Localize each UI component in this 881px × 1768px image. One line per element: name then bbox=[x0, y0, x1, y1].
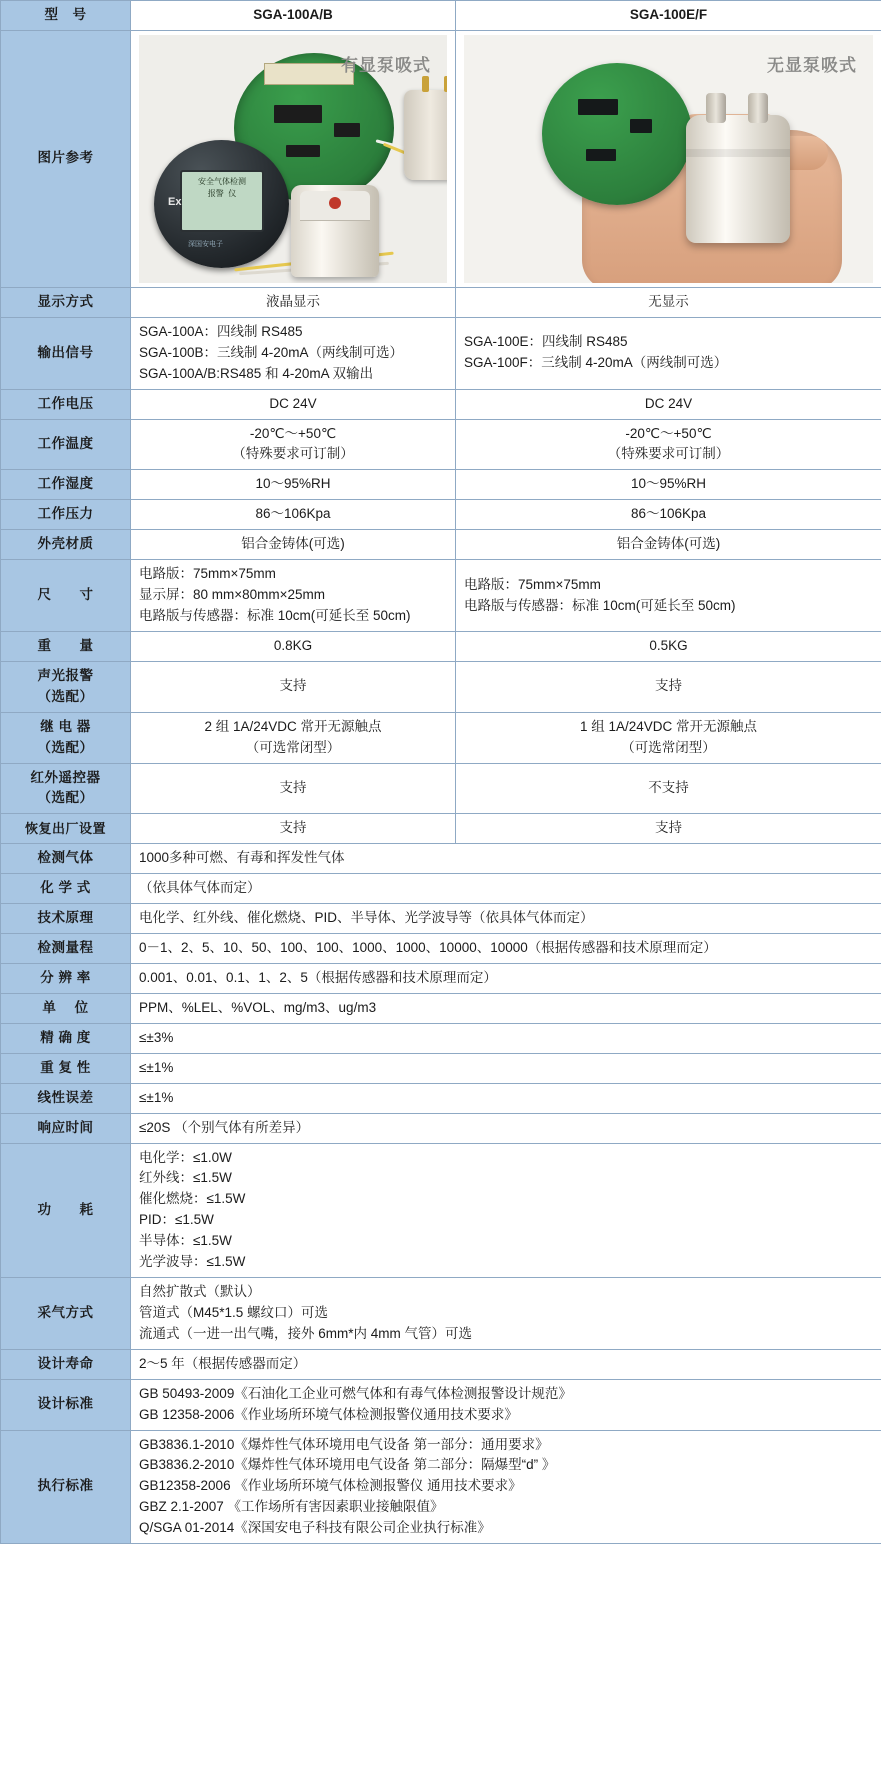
display-ef: 无显示 bbox=[456, 287, 881, 317]
row-label-compliance-standard: 执行标准 bbox=[1, 1430, 131, 1544]
temperature-ab bbox=[131, 419, 456, 470]
table-row-pressure bbox=[1, 500, 881, 530]
row-label-model: 型 号 bbox=[1, 1, 131, 31]
table-row-gases bbox=[1, 844, 881, 874]
table-row-linearity bbox=[1, 1083, 881, 1113]
row-label-housing: 外壳材质 bbox=[1, 530, 131, 560]
table-row-range bbox=[1, 934, 881, 964]
temperature-ef-line: （特殊要求可订制） bbox=[607, 446, 730, 462]
circuit-board-image bbox=[542, 63, 692, 205]
table-row-factory-reset bbox=[1, 814, 881, 844]
table-row-temperature bbox=[1, 419, 881, 470]
row-label-linearity: 线性误差 bbox=[1, 1083, 131, 1113]
table-row-weight bbox=[1, 631, 881, 661]
table-row-accuracy bbox=[1, 1023, 881, 1053]
photo-tag-ef: 无显泵吸式 bbox=[767, 55, 857, 75]
table-row-principle bbox=[1, 904, 881, 934]
photo-cell-ab bbox=[131, 30, 456, 287]
row-label-range: 检测量程 bbox=[1, 934, 131, 964]
relay-ef-line: 1 组 1A/24VDC 常开无源触点 bbox=[579, 718, 758, 734]
display-unit-image bbox=[154, 140, 289, 268]
relay-ef-line: （可选常闭型） bbox=[621, 739, 716, 755]
row-label-resolution: 分 辨 率 bbox=[1, 963, 131, 993]
row-label-formula: 化 学 式 bbox=[1, 874, 131, 904]
row-label-photo: 图片参考 bbox=[1, 30, 131, 287]
row-label-principle: 技术原理 bbox=[1, 904, 131, 934]
table-row-lifetime bbox=[1, 1349, 881, 1379]
range-value: 0－1、2、5、10、50、100、100、1000、1000、10000、10000（根据传感器和技术原理而定） bbox=[131, 934, 881, 964]
row-label-temperature: 工作温度 bbox=[1, 419, 131, 470]
table-row-response-time bbox=[1, 1113, 881, 1143]
row-label-pressure: 工作压力 bbox=[1, 500, 131, 530]
header-model-ef: SGA-100E/F bbox=[456, 1, 881, 31]
humidity-ab: 10～95%RH bbox=[131, 470, 456, 500]
pressure-ef: 86～106Kpa bbox=[456, 500, 881, 530]
row-label-lifetime: 设计寿命 bbox=[1, 1349, 131, 1379]
table-row-power bbox=[1, 1143, 881, 1278]
table-row-sampling bbox=[1, 1278, 881, 1350]
power-line: 半导体：≤1.5W bbox=[139, 1233, 232, 1249]
sensor-large-image bbox=[291, 185, 379, 277]
row-label-design-standard: 设计标准 bbox=[1, 1379, 131, 1430]
table-row-dimensions bbox=[1, 560, 881, 632]
compliance-standard-value bbox=[131, 1430, 881, 1544]
table-row-repeatability bbox=[1, 1053, 881, 1083]
power-line: 红外线：≤1.5W bbox=[139, 1170, 232, 1186]
row-label-output: 输出信号 bbox=[1, 317, 131, 389]
output-ef-line: SGA-100E：四线制 RS485 bbox=[464, 334, 628, 350]
product-photo-ab bbox=[139, 35, 447, 283]
row-label-display: 显示方式 bbox=[1, 287, 131, 317]
chip-icon bbox=[578, 99, 618, 115]
sensor-small-image bbox=[404, 90, 447, 180]
principle-value: 电化学、红外线、催化燃烧、PID、半导体、光学波导等（依具体气体而定） bbox=[131, 904, 881, 934]
resolution-value: 0.001、0.01、0.1、1、2、5（根据传感器和技术原理而定） bbox=[131, 963, 881, 993]
row-label-dimensions: 尺 寸 bbox=[1, 560, 131, 632]
power-value bbox=[131, 1143, 881, 1278]
chip-icon bbox=[586, 149, 616, 161]
product-photo-ef bbox=[464, 35, 873, 283]
chip-icon bbox=[286, 145, 320, 157]
table-row-housing bbox=[1, 530, 881, 560]
row-label-remote bbox=[1, 763, 131, 814]
relay-ab bbox=[131, 712, 456, 763]
brand-text: 深国安电子 bbox=[188, 240, 223, 248]
temperature-ef bbox=[456, 419, 881, 470]
table-row-relay bbox=[1, 712, 881, 763]
dimensions-ef-line: 电路版与传感器：标准 10cm(可延长至 50cm) bbox=[464, 597, 736, 613]
lcd-screen-image: 安全气体检测 报警 仪 bbox=[180, 170, 264, 232]
remote-ab: 支持 bbox=[131, 763, 456, 814]
ex-marking: Ex bbox=[168, 195, 182, 208]
row-label-gases: 检测气体 bbox=[1, 844, 131, 874]
power-line: 催化燃烧：≤1.5W bbox=[139, 1191, 246, 1207]
sensor-indicator-dot bbox=[329, 197, 341, 209]
repeatability-value: ≤±1% bbox=[131, 1053, 881, 1083]
photo-cell-ef bbox=[456, 30, 881, 287]
remote-ef: 不支持 bbox=[456, 763, 881, 814]
gases-value: 1000多种可燃、有毒和挥发性气体 bbox=[131, 844, 881, 874]
row-label-remote-line: （选配） bbox=[37, 790, 94, 806]
row-label-humidity: 工作湿度 bbox=[1, 470, 131, 500]
table-row-compliance-standard bbox=[1, 1430, 881, 1544]
output-ab bbox=[131, 317, 456, 389]
housing-ab: 铝合金铸体(可选) bbox=[131, 530, 456, 560]
table-row-header bbox=[1, 1, 881, 31]
output-ef bbox=[456, 317, 881, 389]
table-row-design-standard bbox=[1, 1379, 881, 1430]
relay-ab-line: （可选常闭型） bbox=[245, 739, 341, 755]
compliance-standard-line: Q/SGA 01-2014《深国安电子科技有限公司企业执行标准》 bbox=[139, 1520, 491, 1536]
header-model-ab: SGA-100A/B bbox=[131, 1, 456, 31]
row-label-relay-line: （选配） bbox=[37, 739, 94, 755]
pump-sensor-image bbox=[686, 115, 790, 243]
row-label-repeatability: 重 复 性 bbox=[1, 1053, 131, 1083]
design-standard-line: GB 12358-2006《作业场所环境气体检测报警仪通用技术要求》 bbox=[139, 1406, 518, 1422]
relay-ab-line: 2 组 1A/24VDC 常开无源触点 bbox=[204, 718, 382, 734]
output-ab-line: SGA-100A：四线制 RS485 bbox=[139, 323, 303, 339]
row-label-alarm-line: （选配） bbox=[37, 688, 94, 704]
photo-tag-ab: 有显泵吸式 bbox=[341, 55, 431, 75]
table-row-output bbox=[1, 317, 881, 389]
temperature-ef-line: -20℃～+50℃ bbox=[625, 425, 712, 441]
dimensions-ef-line: 电路版：75mm×75mm bbox=[464, 576, 601, 592]
unit-value: PPM、%LEL、%VOL、mg/m3、ug/m3 bbox=[131, 993, 881, 1023]
table-row-resolution bbox=[1, 963, 881, 993]
row-label-sampling: 采气方式 bbox=[1, 1278, 131, 1350]
power-line: PID：≤1.5W bbox=[139, 1212, 214, 1228]
temperature-ab-line: -20℃～+50℃ bbox=[249, 425, 337, 441]
dimensions-ef bbox=[456, 560, 881, 632]
housing-ef: 铝合金铸体(可选) bbox=[456, 530, 881, 560]
weight-ef: 0.5KG bbox=[456, 631, 881, 661]
gas-outlet-nozzle bbox=[748, 93, 768, 123]
table-row-unit bbox=[1, 993, 881, 1023]
row-label-accuracy: 精 确 度 bbox=[1, 1023, 131, 1053]
formula-value: （依具体气体而定） bbox=[131, 874, 881, 904]
accuracy-value: ≤±3% bbox=[131, 1023, 881, 1053]
pin-icon bbox=[444, 76, 447, 92]
row-label-factory-reset: 恢复出厂设置 bbox=[1, 814, 131, 844]
compliance-standard-line: GB3836.1-2010《爆炸性气体环境用电气设备 第一部分：通用要求》 bbox=[139, 1436, 549, 1452]
gas-inlet-nozzle bbox=[706, 93, 726, 123]
linearity-value: ≤±1% bbox=[131, 1083, 881, 1113]
alarm-ef: 支持 bbox=[456, 661, 881, 712]
temperature-ab-line: （特殊要求可订制） bbox=[232, 446, 354, 462]
row-label-relay-line: 继 电 器 bbox=[40, 718, 91, 734]
row-label-weight: 重 量 bbox=[1, 631, 131, 661]
sampling-value bbox=[131, 1278, 881, 1350]
humidity-ef: 10～95%RH bbox=[456, 470, 881, 500]
row-label-alarm-line: 声光报警 bbox=[37, 667, 94, 683]
factory-reset-ab: 支持 bbox=[131, 814, 456, 844]
dimensions-ab-line: 电路版：75mm×75mm bbox=[139, 566, 276, 582]
compliance-standard-line: GBZ 2.1-2007 《工作场所有害因素职业接触限值》 bbox=[139, 1499, 444, 1515]
chip-icon bbox=[274, 105, 322, 123]
row-label-unit: 单 位 bbox=[1, 993, 131, 1023]
output-ef-line: SGA-100F：三线制 4-20mA（两线制可选） bbox=[464, 355, 728, 371]
pressure-ab: 86～106Kpa bbox=[131, 500, 456, 530]
table-row-display bbox=[1, 287, 881, 317]
display-ab: 液晶显示 bbox=[131, 287, 456, 317]
sensor-band bbox=[686, 149, 790, 157]
table-row-voltage bbox=[1, 389, 881, 419]
chip-icon bbox=[630, 119, 652, 133]
response-time-value: ≤20S （个别气体有所差异） bbox=[131, 1113, 881, 1143]
row-label-response-time: 响应时间 bbox=[1, 1113, 131, 1143]
alarm-ab: 支持 bbox=[131, 661, 456, 712]
table-row-photos bbox=[1, 30, 881, 287]
relay-ef bbox=[456, 712, 881, 763]
table-row-alarm bbox=[1, 661, 881, 712]
table-row-remote bbox=[1, 763, 881, 814]
design-standard-line: GB 50493-2009《石油化工企业可燃气体和有毒气体检测报警设计规范》 bbox=[139, 1385, 572, 1401]
lifetime-value: 2～5 年（根据传感器而定） bbox=[131, 1349, 881, 1379]
row-label-power: 功 耗 bbox=[1, 1143, 131, 1278]
row-label-remote-line: 红外遥控器 bbox=[30, 769, 101, 785]
chip-icon bbox=[334, 123, 360, 137]
dimensions-ab bbox=[131, 560, 456, 632]
dimensions-ab-line: 显示屏：80 mm×80mm×25mm bbox=[139, 587, 326, 603]
voltage-ab: DC 24V bbox=[131, 389, 456, 419]
output-ab-line: SGA-100A/B:RS485 和 4-20mA 双输出 bbox=[139, 365, 374, 381]
output-ab-line: SGA-100B：三线制 4-20mA（两线制可选） bbox=[139, 344, 404, 360]
power-line: 电化学：≤1.0W bbox=[139, 1149, 232, 1165]
compliance-standard-line: GB12358-2006 《作业场所环境气体检测报警仪 通用技术要求》 bbox=[139, 1478, 522, 1494]
sampling-line: 管道式（M45*1.5 螺纹口）可选 bbox=[139, 1304, 329, 1320]
row-label-voltage: 工作电压 bbox=[1, 389, 131, 419]
table-row-formula bbox=[1, 874, 881, 904]
dimensions-ab-line: 电路版与传感器：标准 10cm(可延长至 50cm) bbox=[139, 607, 411, 623]
row-label-relay bbox=[1, 712, 131, 763]
power-line: 光学波导：≤1.5W bbox=[139, 1254, 246, 1270]
row-label-alarm bbox=[1, 661, 131, 712]
sampling-line: 自然扩散式（默认） bbox=[139, 1284, 261, 1300]
sampling-line: 流通式（一进一出气嘴，接外 6mm*内 4mm 气管）可选 bbox=[139, 1325, 473, 1341]
factory-reset-ef: 支持 bbox=[456, 814, 881, 844]
table-row-humidity bbox=[1, 470, 881, 500]
compliance-standard-line: GB3836.2-2010《爆炸性气体环境用电气设备 第二部分：隔爆型“d” 》 bbox=[139, 1457, 556, 1473]
weight-ab: 0.8KG bbox=[131, 631, 456, 661]
design-standard-value bbox=[131, 1379, 881, 1430]
voltage-ef: DC 24V bbox=[456, 389, 881, 419]
